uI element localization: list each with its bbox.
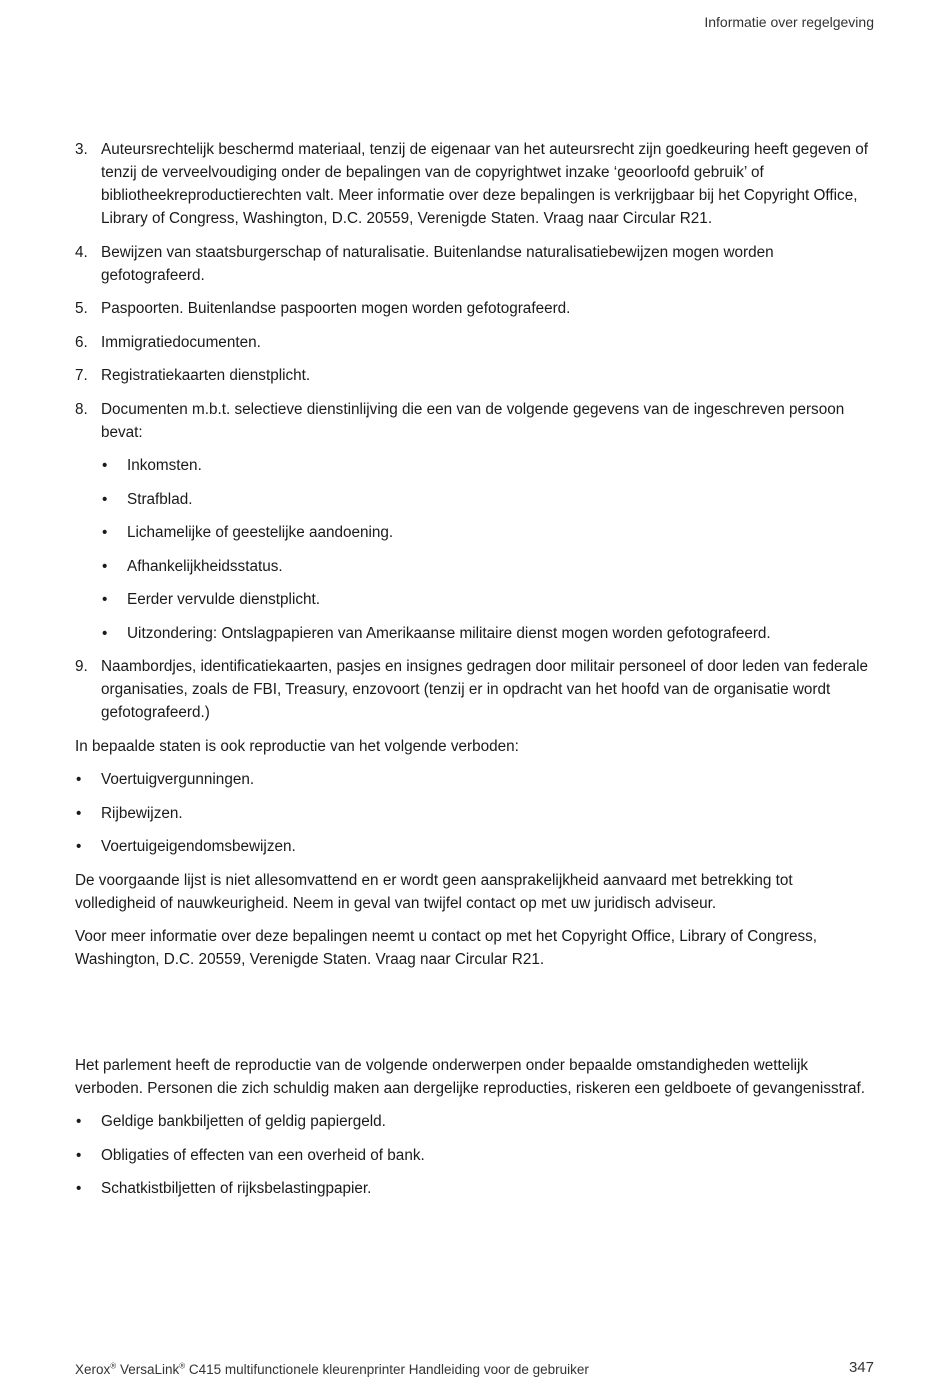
footer-title	[75, 1362, 589, 1377]
numbered-list	[75, 138, 875, 724]
page-body	[75, 138, 875, 1211]
parliament-bullets	[75, 1110, 875, 1200]
running-header: Informatie over regelgeving	[704, 14, 874, 30]
bullet-item: • Voertuigeigendomsbewijzen.	[75, 835, 875, 858]
bullet-item: • Obligaties of effecten van een overheid of bank.	[75, 1144, 875, 1167]
parliament-intro: Het parlement heeft de reproductie van de volgende onderwerpen onder bepaalde omstandigheden wettelijk verboden. Personen die zich schuldig maken aan dergelijke reproducties, riskeren een geldboete of gevangenisstraf.	[75, 1056, 865, 1097]
registered-mark: ®	[110, 1361, 117, 1371]
product-name: VersaLink	[116, 1362, 180, 1377]
item-number: 9.	[75, 658, 88, 675]
list-item	[75, 364, 875, 387]
list-item	[75, 398, 875, 645]
item-number: 6.	[75, 333, 88, 351]
item-number: 3.	[75, 141, 88, 158]
bullet-item: • Uitzondering: Ontslagpapieren van Amerikaanse militaire dienst mogen worden gefotografeerd.	[101, 622, 875, 645]
bullet-item: • Geldige bankbiljetten of geldig papiergeld.	[75, 1110, 875, 1133]
item-number: 4.	[75, 243, 88, 261]
bullet-item: • Rijbewijzen.	[75, 802, 875, 825]
list-item	[75, 297, 875, 320]
item-number: 7.	[75, 367, 88, 384]
item-text: Documenten m.b.t. selectieve dienstinlijving die een van de volgende gegevens van de ingeschreven persoon bevat:	[101, 400, 845, 441]
bullet-item: • Strafblad.	[101, 488, 875, 511]
item-text: Naambordjes, identificatiekaarten, pasjes en insignes gedragen door militair personeel of door leden van federale organisaties, zoals de FBI, Treasury, enzovoort (tenzij er in opdracht van het hoofd van de organisatie wordt gefotografeerd.)	[101, 658, 869, 721]
item-text: Auteursrechtelijk beschermd materiaal, tenzij de eigenaar van het auteursrecht zijn goedkeuring heeft gegeven of tenzij de verveelvoudiging onder de bepalingen van de copyrightwet inzake ‘geoorloofd gebruik’ of bibliotheekreproductierechten valt. Meer informatie over deze bepalingen is verkrijgbaar bij het Copyright Office, Library of Congress, Washington, D.C. 20559, Verenigde Staten. Vraag naar Circular R21.	[101, 141, 869, 227]
bullet-item: • Lichamelijke of geestelijke aandoening.	[101, 521, 875, 544]
list-item	[75, 655, 875, 724]
disclaimer-paragraph: De voorgaande lijst is niet allesomvattend en er wordt geen aansprakelijkheid aanvaard met betrekking tot volledigheid of nauwkeurigheid. Neem in geval van twijfel contact op met uw juridisch adviseur.	[75, 871, 793, 912]
states-intro: In bepaalde staten is ook reproductie van het volgende verboden:	[75, 737, 519, 755]
selective-service-bullets	[101, 454, 875, 645]
more-info-paragraph: Voor meer informatie over deze bepalingen neemt u contact op met het Copyright Office, Library of Congress, Washington, D.C. 20559, Verenigde Staten. Vraag naar Circular R21.	[75, 928, 818, 968]
list-item	[75, 331, 875, 354]
page-number: 347	[848, 1359, 874, 1376]
bullet-item: • Voertuigvergunningen.	[75, 768, 875, 791]
list-item	[75, 241, 875, 287]
item-text: Paspoorten. Buitenlandse paspoorten mogen worden gefotografeerd.	[101, 300, 571, 317]
item-text: Immigratiedocumenten.	[101, 333, 261, 351]
list-item	[75, 138, 875, 230]
section-gap	[75, 982, 875, 1054]
item-text: Bewijzen van staatsburgerschap of naturalisatie. Buitenlandse naturalisatiebewijzen mogen worden gefotografeerd.	[101, 243, 774, 284]
bullet-item: • Inkomsten.	[101, 454, 875, 477]
brand-name: Xerox	[75, 1362, 111, 1377]
item-number: 8.	[75, 400, 88, 418]
registered-mark: ®	[179, 1361, 186, 1371]
bullet-item: • Eerder vervulde dienstplicht.	[101, 588, 875, 611]
bullet-item: • Schatkistbiljetten of rijksbelastingpapier.	[75, 1177, 875, 1200]
item-number: 5.	[75, 300, 88, 317]
item-text: Registratiekaarten dienstplicht.	[101, 367, 311, 384]
states-bullets	[75, 768, 875, 858]
bullet-item: • Afhankelijkheidsstatus.	[101, 555, 875, 578]
manual-title: C415 multifunctionele kleurenprinter Handleiding voor de gebruiker	[185, 1362, 589, 1377]
page-footer	[75, 1359, 874, 1377]
